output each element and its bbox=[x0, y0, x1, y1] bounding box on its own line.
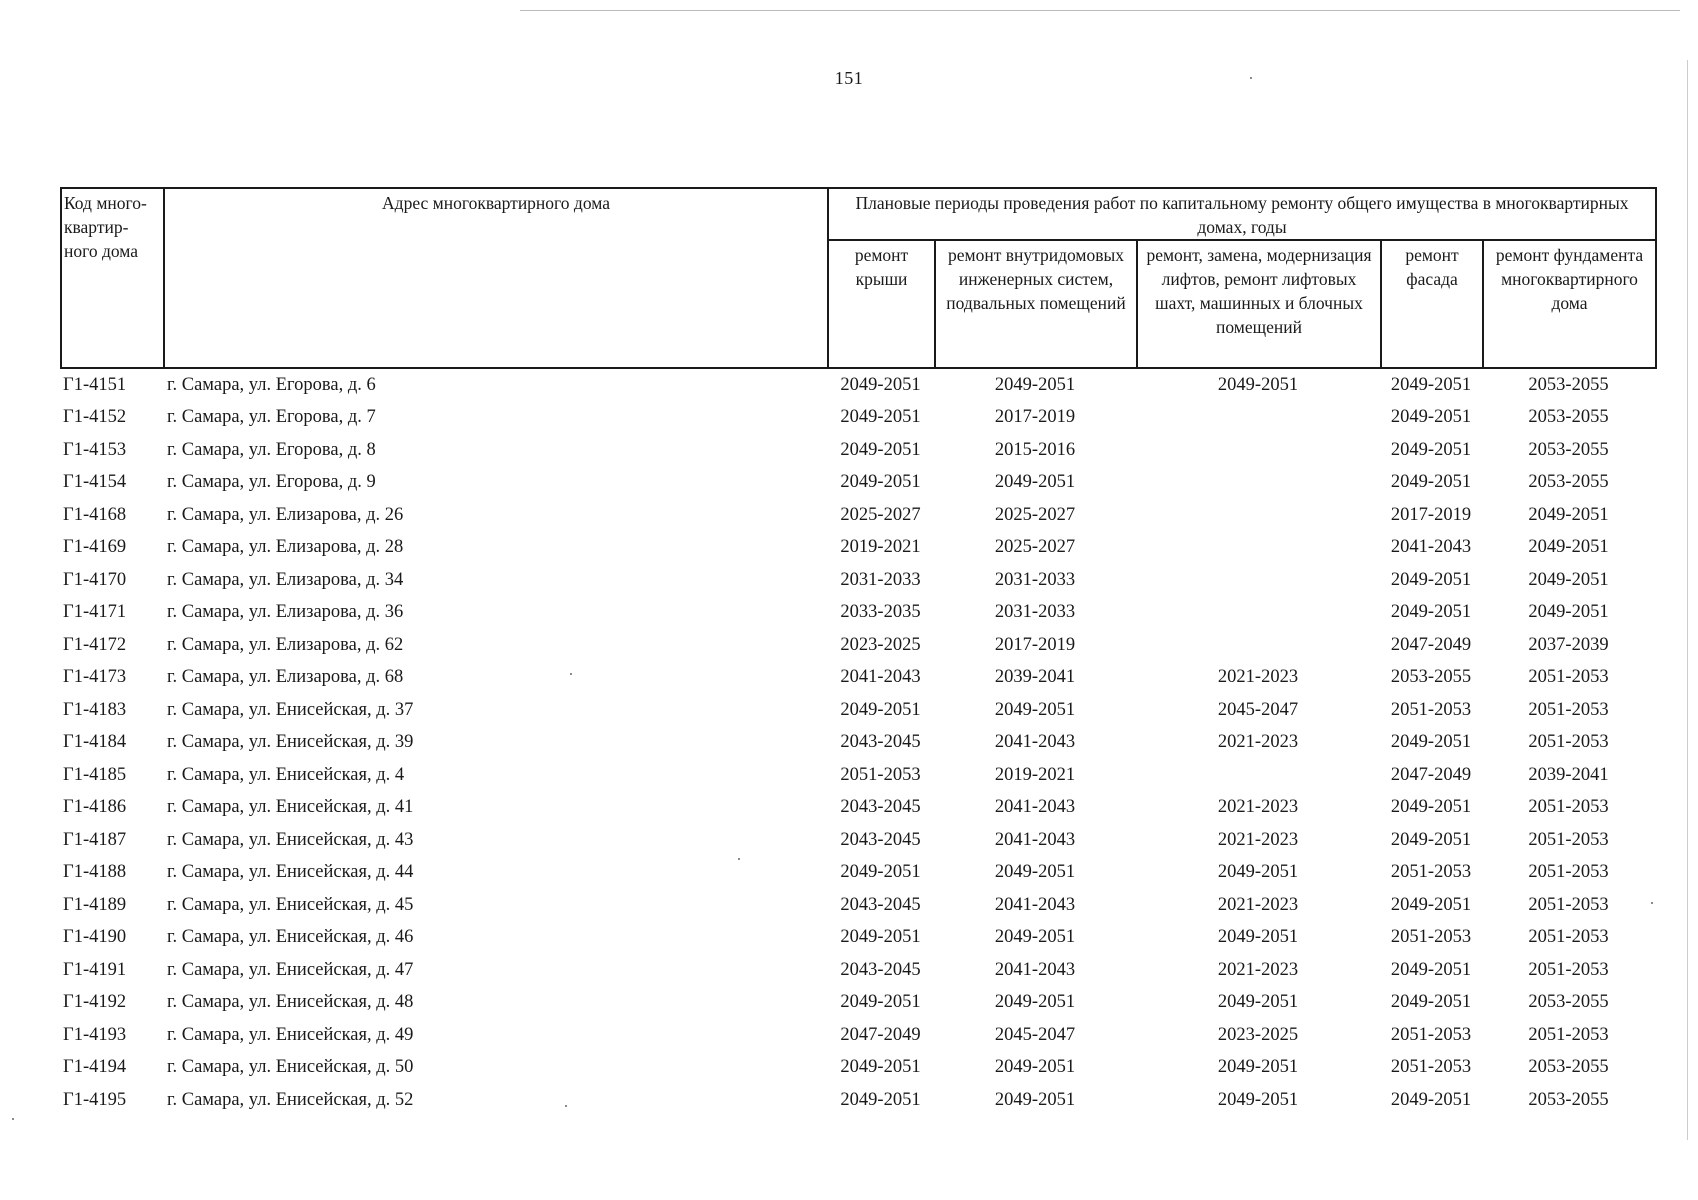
cell-code: Г1-4187 bbox=[63, 829, 127, 850]
header-col-roof: ремонт крыши bbox=[828, 240, 935, 368]
cell-foundation: 2051-2053 bbox=[1528, 699, 1609, 720]
cell-lifts: 2021-2023 bbox=[1217, 959, 1299, 980]
cell-roof: 2043-2045 bbox=[840, 959, 921, 980]
cell-facade: 2051-2053 bbox=[1390, 1024, 1472, 1045]
cell-foundation: 2053-2055 bbox=[1528, 1057, 1609, 1078]
cell-facade: 2051-2053 bbox=[1390, 699, 1472, 720]
cell-foundation: 2051-2053 bbox=[1528, 862, 1609, 883]
cell-lifts bbox=[1136, 564, 1380, 597]
cell-systems: 2041-2043 bbox=[994, 732, 1076, 753]
cell-lifts: 2049-2051 bbox=[1217, 992, 1299, 1013]
cell-lifts: 2049-2051 bbox=[1217, 927, 1299, 948]
cell-code: Г1-4151 bbox=[63, 374, 127, 395]
data-table bbox=[60, 369, 1655, 1117]
cell-systems: 2049-2051 bbox=[994, 1089, 1076, 1110]
cell-roof: 2049-2051 bbox=[840, 862, 921, 883]
cell-foundation: 2053-2055 bbox=[1528, 472, 1609, 493]
cell-roof: 2023-2025 bbox=[840, 634, 921, 655]
cell-foundation: 2053-2055 bbox=[1528, 374, 1609, 395]
cell-systems: 2017-2019 bbox=[994, 407, 1076, 428]
cell-roof: 2049-2051 bbox=[840, 439, 921, 460]
page-number: 151 bbox=[834, 68, 864, 88]
cell-roof: 2031-2033 bbox=[840, 569, 921, 590]
cell-address: г. Самара, ул. Елизарова, д. 62 bbox=[167, 634, 404, 655]
cell-address: г. Самара, ул. Енисейская, д. 4 bbox=[167, 764, 405, 785]
cell-roof: 2049-2051 bbox=[840, 472, 921, 493]
cell-systems: 2049-2051 bbox=[994, 374, 1076, 395]
cell-lifts bbox=[1136, 434, 1380, 467]
cell-address: г. Самара, ул. Егорова, д. 6 bbox=[167, 374, 376, 395]
cell-foundation: 2049-2051 bbox=[1528, 602, 1609, 623]
cell-code: Г1-4191 bbox=[63, 959, 127, 980]
scan-speck bbox=[1250, 77, 1252, 79]
cell-foundation: 2053-2055 bbox=[1528, 1089, 1609, 1110]
cell-systems: 2049-2051 bbox=[994, 1057, 1076, 1078]
cell-code: Г1-4169 bbox=[63, 537, 127, 558]
cell-systems: 2031-2033 bbox=[994, 602, 1076, 623]
table-row bbox=[60, 954, 1655, 987]
table-row bbox=[60, 1052, 1655, 1085]
cell-facade: 2049-2051 bbox=[1390, 602, 1472, 623]
cell-lifts: 2021-2023 bbox=[1217, 829, 1299, 850]
cell-address: г. Самара, ул. Елизарова, д. 28 bbox=[167, 537, 404, 558]
cell-address: г. Самара, ул. Енисейская, д. 49 bbox=[167, 1024, 414, 1045]
header-col-systems: ремонт внутридомовых инженерных систем, подвальных помещений bbox=[935, 240, 1137, 368]
cell-foundation: 2051-2053 bbox=[1528, 667, 1609, 688]
cell-code: Г1-4170 bbox=[63, 569, 127, 590]
cell-facade: 2049-2051 bbox=[1390, 407, 1472, 428]
cell-address: г. Самара, ул. Енисейская, д. 37 bbox=[167, 699, 414, 720]
table-row bbox=[60, 987, 1655, 1020]
cell-lifts bbox=[1136, 597, 1380, 630]
cell-roof: 2043-2045 bbox=[840, 797, 921, 818]
cell-facade: 2051-2053 bbox=[1390, 862, 1472, 883]
table-row bbox=[60, 369, 1655, 402]
cell-foundation: 2051-2053 bbox=[1528, 959, 1609, 980]
cell-foundation: 2049-2051 bbox=[1528, 569, 1609, 590]
scan-speck bbox=[738, 858, 740, 860]
cell-code: Г1-4188 bbox=[63, 862, 127, 883]
cell-lifts: 2049-2051 bbox=[1217, 1089, 1299, 1110]
cell-lifts bbox=[1136, 532, 1380, 565]
cell-facade: 2049-2051 bbox=[1390, 829, 1472, 850]
cell-foundation: 2051-2053 bbox=[1528, 829, 1609, 850]
header-col-foundation: ремонт фундамента многоквартирного дома bbox=[1483, 240, 1656, 368]
table-row bbox=[60, 759, 1655, 792]
cell-facade: 2053-2055 bbox=[1390, 667, 1472, 688]
cell-foundation: 2051-2053 bbox=[1528, 927, 1609, 948]
cell-lifts bbox=[1136, 402, 1380, 435]
cell-systems: 2049-2051 bbox=[994, 862, 1076, 883]
cell-facade: 2041-2043 bbox=[1390, 537, 1472, 558]
cell-foundation: 2051-2053 bbox=[1528, 1024, 1609, 1045]
cell-facade: 2049-2051 bbox=[1390, 992, 1472, 1013]
cell-foundation: 2049-2051 bbox=[1528, 504, 1609, 525]
cell-lifts bbox=[1136, 467, 1380, 500]
cell-systems: 2045-2047 bbox=[994, 1024, 1076, 1045]
cell-foundation: 2051-2053 bbox=[1528, 894, 1609, 915]
header-code: Код много-квартир-ного дома bbox=[61, 188, 164, 368]
cell-code: Г1-4154 bbox=[63, 472, 127, 493]
cell-address: г. Самара, ул. Егорова, д. 8 bbox=[167, 439, 376, 460]
cell-lifts: 2049-2051 bbox=[1217, 374, 1299, 395]
table-row bbox=[60, 434, 1655, 467]
cell-facade: 2049-2051 bbox=[1390, 797, 1472, 818]
cell-code: Г1-4193 bbox=[63, 1024, 127, 1045]
cell-roof: 2049-2051 bbox=[840, 1057, 921, 1078]
cell-facade: 2017-2019 bbox=[1390, 504, 1472, 525]
table-row bbox=[60, 597, 1655, 630]
cell-foundation: 2053-2055 bbox=[1528, 407, 1609, 428]
cell-foundation: 2053-2055 bbox=[1528, 439, 1609, 460]
table-row bbox=[60, 467, 1655, 500]
table-row bbox=[60, 792, 1655, 825]
header-row-top bbox=[61, 188, 1656, 240]
cell-facade: 2049-2051 bbox=[1390, 472, 1472, 493]
cell-roof: 2049-2051 bbox=[840, 992, 921, 1013]
table-row bbox=[60, 499, 1655, 532]
scan-speck bbox=[570, 673, 572, 675]
cell-foundation: 2051-2053 bbox=[1528, 732, 1609, 753]
cell-code: Г1-4173 bbox=[63, 667, 127, 688]
cell-foundation: 2049-2051 bbox=[1528, 537, 1609, 558]
cell-code: Г1-4183 bbox=[63, 699, 127, 720]
cell-code: Г1-4168 bbox=[63, 504, 127, 525]
cell-lifts: 2049-2051 bbox=[1217, 862, 1299, 883]
table-row bbox=[60, 824, 1655, 857]
cell-code: Г1-4184 bbox=[63, 732, 127, 753]
header-planned-periods: Плановые периоды проведения работ по капитальному ремонту общего имущества в многоквартирных домах, годы bbox=[828, 188, 1656, 240]
header-col-lifts: ремонт, замена, модернизация лифтов, ремонт лифтовых шахт, машинных и блочных помещений bbox=[1137, 240, 1381, 368]
cell-facade: 2049-2051 bbox=[1390, 439, 1472, 460]
cell-lifts: 2023-2025 bbox=[1217, 1024, 1299, 1045]
cell-systems: 2041-2043 bbox=[994, 894, 1076, 915]
cell-systems: 2041-2043 bbox=[994, 797, 1076, 818]
cell-code: Г1-4172 bbox=[63, 634, 127, 655]
table-row bbox=[60, 564, 1655, 597]
cell-code: Г1-4185 bbox=[63, 764, 127, 785]
table-row bbox=[60, 694, 1655, 727]
table-row bbox=[60, 727, 1655, 760]
cell-address: г. Самара, ул. Енисейская, д. 52 bbox=[167, 1089, 414, 1110]
cell-address: г. Самара, ул. Енисейская, д. 50 bbox=[167, 1057, 414, 1078]
cell-roof: 2043-2045 bbox=[840, 829, 921, 850]
table-row bbox=[60, 889, 1655, 922]
cell-code: Г1-4189 bbox=[63, 894, 127, 915]
cell-systems: 2049-2051 bbox=[994, 472, 1076, 493]
scan-artifact-top-line bbox=[520, 10, 1680, 11]
cell-roof: 2051-2053 bbox=[840, 764, 921, 785]
cell-roof: 2019-2021 bbox=[840, 537, 921, 558]
cell-facade: 2047-2049 bbox=[1390, 634, 1472, 655]
cell-roof: 2043-2045 bbox=[840, 732, 921, 753]
cell-facade: 2049-2051 bbox=[1390, 732, 1472, 753]
cell-address: г. Самара, ул. Егорова, д. 7 bbox=[167, 407, 376, 428]
cell-systems: 2017-2019 bbox=[994, 634, 1076, 655]
cell-address: г. Самара, ул. Егорова, д. 9 bbox=[167, 472, 376, 493]
cell-facade: 2049-2051 bbox=[1390, 959, 1472, 980]
cell-address: г. Самара, ул. Енисейская, д. 47 bbox=[167, 959, 414, 980]
cell-lifts: 2021-2023 bbox=[1217, 732, 1299, 753]
cell-address: г. Самара, ул. Енисейская, д. 43 bbox=[167, 829, 414, 850]
cell-roof: 2033-2035 bbox=[840, 602, 921, 623]
cell-roof: 2049-2051 bbox=[840, 1089, 921, 1110]
table-row bbox=[60, 1019, 1655, 1052]
cell-code: Г1-4153 bbox=[63, 439, 127, 460]
cell-facade: 2049-2051 bbox=[1390, 894, 1472, 915]
table-row bbox=[60, 662, 1655, 695]
cell-lifts bbox=[1136, 499, 1380, 532]
cell-foundation: 2053-2055 bbox=[1528, 992, 1609, 1013]
table-row bbox=[60, 857, 1655, 890]
cell-code: Г1-4192 bbox=[63, 992, 127, 1013]
cell-code: Г1-4171 bbox=[63, 602, 127, 623]
cell-code: Г1-4194 bbox=[63, 1057, 127, 1078]
cell-address: г. Самара, ул. Енисейская, д. 41 bbox=[167, 797, 414, 818]
cell-facade: 2049-2051 bbox=[1390, 374, 1472, 395]
cell-facade: 2051-2053 bbox=[1390, 927, 1472, 948]
cell-facade: 2049-2051 bbox=[1390, 1089, 1472, 1110]
cell-foundation: 2039-2041 bbox=[1528, 764, 1609, 785]
cell-lifts bbox=[1136, 759, 1380, 792]
cell-systems: 2049-2051 bbox=[994, 992, 1076, 1013]
cell-address: г. Самара, ул. Енисейская, д. 48 bbox=[167, 992, 414, 1013]
scan-speck bbox=[565, 1105, 567, 1107]
cell-address: г. Самара, ул. Енисейская, д. 45 bbox=[167, 894, 414, 915]
cell-systems: 2049-2051 bbox=[994, 927, 1076, 948]
cell-code: Г1-4186 bbox=[63, 797, 127, 818]
cell-systems: 2031-2033 bbox=[994, 569, 1076, 590]
cell-systems: 2015-2016 bbox=[994, 439, 1076, 460]
cell-systems: 2025-2027 bbox=[994, 504, 1076, 525]
cell-systems: 2041-2043 bbox=[994, 959, 1076, 980]
cell-systems: 2041-2043 bbox=[994, 829, 1076, 850]
cell-systems: 2025-2027 bbox=[994, 537, 1076, 558]
cell-facade: 2047-2049 bbox=[1390, 764, 1472, 785]
cell-lifts: 2021-2023 bbox=[1217, 667, 1299, 688]
table-row bbox=[60, 629, 1655, 662]
cell-roof: 2041-2043 bbox=[840, 667, 921, 688]
cell-code: Г1-4152 bbox=[63, 407, 127, 428]
table-row bbox=[60, 1084, 1655, 1117]
cell-systems: 2039-2041 bbox=[994, 667, 1076, 688]
table-header bbox=[60, 187, 1657, 369]
cell-systems: 2019-2021 bbox=[994, 764, 1076, 785]
cell-address: г. Самара, ул. Елизарова, д. 26 bbox=[167, 504, 404, 525]
header-col-facade: ремонт фасада bbox=[1381, 240, 1483, 368]
cell-foundation: 2037-2039 bbox=[1528, 634, 1609, 655]
cell-roof: 2043-2045 bbox=[840, 894, 921, 915]
cell-address: г. Самара, ул. Енисейская, д. 46 bbox=[167, 927, 414, 948]
cell-code: Г1-4195 bbox=[63, 1089, 127, 1110]
cell-address: г. Самара, ул. Енисейская, д. 39 bbox=[167, 732, 414, 753]
cell-systems: 2049-2051 bbox=[994, 699, 1076, 720]
cell-roof: 2047-2049 bbox=[840, 1024, 921, 1045]
scan-speck bbox=[12, 1118, 14, 1120]
document-body bbox=[60, 187, 1655, 1117]
cell-roof: 2049-2051 bbox=[840, 927, 921, 948]
cell-address: г. Самара, ул. Елизарова, д. 36 bbox=[167, 602, 404, 623]
cell-lifts: 2049-2051 bbox=[1217, 1057, 1299, 1078]
cell-roof: 2025-2027 bbox=[840, 504, 921, 525]
table-row bbox=[60, 922, 1655, 955]
cell-lifts: 2045-2047 bbox=[1217, 699, 1299, 720]
cell-address: г. Самара, ул. Елизарова, д. 68 bbox=[167, 667, 404, 688]
cell-roof: 2049-2051 bbox=[840, 407, 921, 428]
cell-foundation: 2051-2053 bbox=[1528, 797, 1609, 818]
table-row bbox=[60, 402, 1655, 435]
cell-code: Г1-4190 bbox=[63, 927, 127, 948]
cell-address: г. Самара, ул. Елизарова, д. 34 bbox=[167, 569, 404, 590]
table-row bbox=[60, 532, 1655, 565]
scan-artifact-right-edge bbox=[1687, 60, 1688, 1140]
cell-lifts: 2021-2023 bbox=[1217, 797, 1299, 818]
scan-speck bbox=[1651, 902, 1653, 904]
cell-roof: 2049-2051 bbox=[840, 699, 921, 720]
header-address: Адрес многоквартирного дома bbox=[164, 188, 828, 368]
cell-roof: 2049-2051 bbox=[840, 374, 921, 395]
cell-lifts: 2021-2023 bbox=[1217, 894, 1299, 915]
cell-facade: 2049-2051 bbox=[1390, 569, 1472, 590]
cell-facade: 2051-2053 bbox=[1390, 1057, 1472, 1078]
cell-lifts bbox=[1136, 629, 1380, 662]
cell-address: г. Самара, ул. Енисейская, д. 44 bbox=[167, 862, 414, 883]
